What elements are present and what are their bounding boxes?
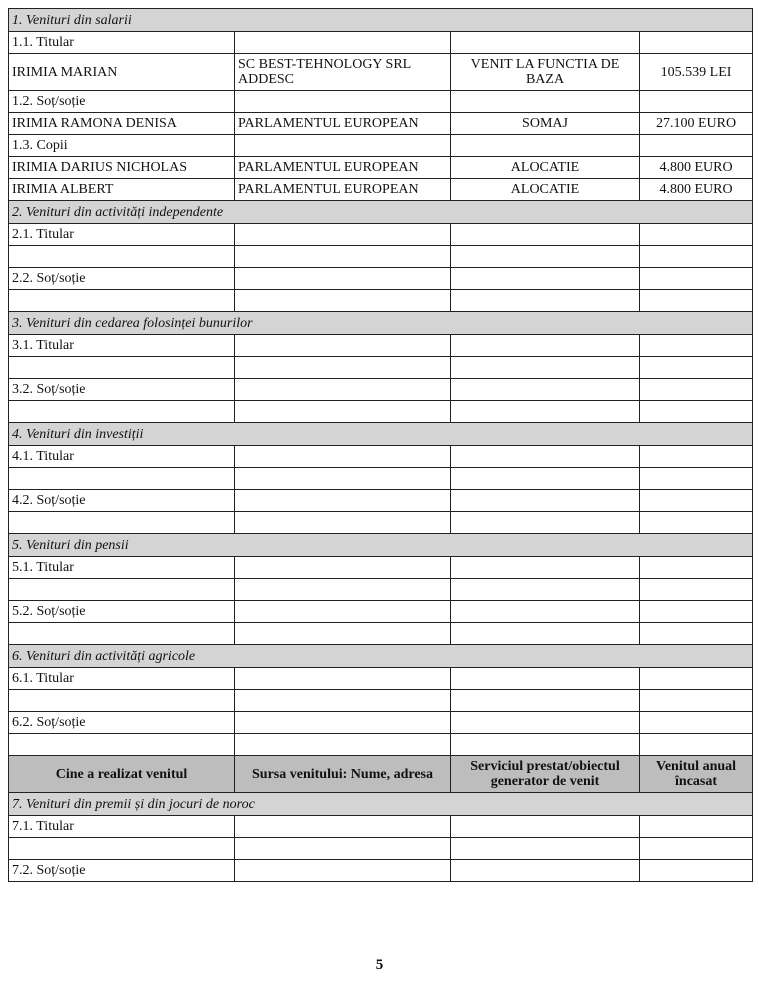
table-row [9, 157, 753, 179]
subsection-label: 4.1. Titular [9, 446, 235, 468]
subsection-label: 3.2. Soț/soție [9, 379, 235, 401]
subsection-label: 6.1. Titular [9, 668, 235, 690]
subsection-label: 2.2. Soț/soție [9, 268, 235, 290]
table-row [9, 179, 753, 201]
income-amount: 4.800 EURO [640, 179, 753, 201]
income-source: PARLAMENTUL EUROPEAN [235, 179, 451, 201]
subsection-label: 5.2. Soț/soție [9, 601, 235, 623]
section-title: 3. Venituri din cedarea folosinței bunurilor [9, 312, 753, 335]
income-table [8, 8, 753, 882]
section-header [9, 423, 753, 446]
income-amount: 4.800 EURO [640, 157, 753, 179]
section-header [9, 201, 753, 224]
section-title: 6. Venituri din activități agricole [9, 645, 753, 668]
income-service: VENIT LA FUNCTIA DE BAZA [451, 54, 640, 91]
table-row [9, 54, 753, 91]
subsection-label: 7.2. Soț/soție [9, 860, 235, 882]
section-header [9, 645, 753, 668]
subsection-label: 6.2. Soț/soție [9, 712, 235, 734]
income-earner: IRIMIA DARIUS NICHOLAS [9, 157, 235, 179]
column-header-row [9, 756, 753, 793]
income-earner: IRIMIA RAMONA DENISA [9, 113, 235, 135]
income-source: PARLAMENTUL EUROPEAN [235, 113, 451, 135]
subsection-label: 4.2. Soț/soție [9, 490, 235, 512]
section-header [9, 793, 753, 816]
income-service: ALOCATIE [451, 179, 640, 201]
income-service: ALOCATIE [451, 157, 640, 179]
income-amount: 105.539 LEI [640, 54, 753, 91]
subsection-label: 5.1. Titular [9, 557, 235, 579]
section-title: 7. Venituri din premii și din jocuri de noroc [9, 793, 753, 816]
subsection-label: 1.3. Copii [9, 135, 235, 157]
income-earner: IRIMIA ALBERT [9, 179, 235, 201]
subsection-label: 2.1. Titular [9, 224, 235, 246]
page-number: 5 [375, 957, 384, 973]
subsection-label: 7.1. Titular [9, 816, 235, 838]
income-service: SOMAJ [451, 113, 640, 135]
section-title: 1. Venituri din salarii [9, 9, 753, 32]
column-header-source: Sursa venitului: Nume, adresa [235, 756, 451, 793]
income-amount: 27.100 EURO [640, 113, 753, 135]
subsection-label: 1.2. Soț/soție [9, 91, 235, 113]
column-header-who: Cine a realizat venitul [9, 756, 235, 793]
section-header [9, 534, 753, 557]
income-source: PARLAMENTUL EUROPEAN [235, 157, 451, 179]
section-title: 4. Venituri din investiții [9, 423, 753, 446]
table-row [9, 113, 753, 135]
section-title: 2. Venituri din activități independente [9, 201, 753, 224]
subsection-label: 1.1. Titular [9, 32, 235, 54]
column-header-service: Serviciul prestat/obiectul generator de venit [451, 756, 640, 793]
income-earner: IRIMIA MARIAN [9, 54, 235, 91]
section-title: 5. Venituri din pensii [9, 534, 753, 557]
section-header [9, 312, 753, 335]
subsection-label: 3.1. Titular [9, 335, 235, 357]
section-header [9, 9, 753, 32]
income-source: SC BEST-TEHNOLOGY SRL ADDESC [235, 54, 451, 91]
column-header-amount: Venitul anual încasat [640, 756, 753, 793]
